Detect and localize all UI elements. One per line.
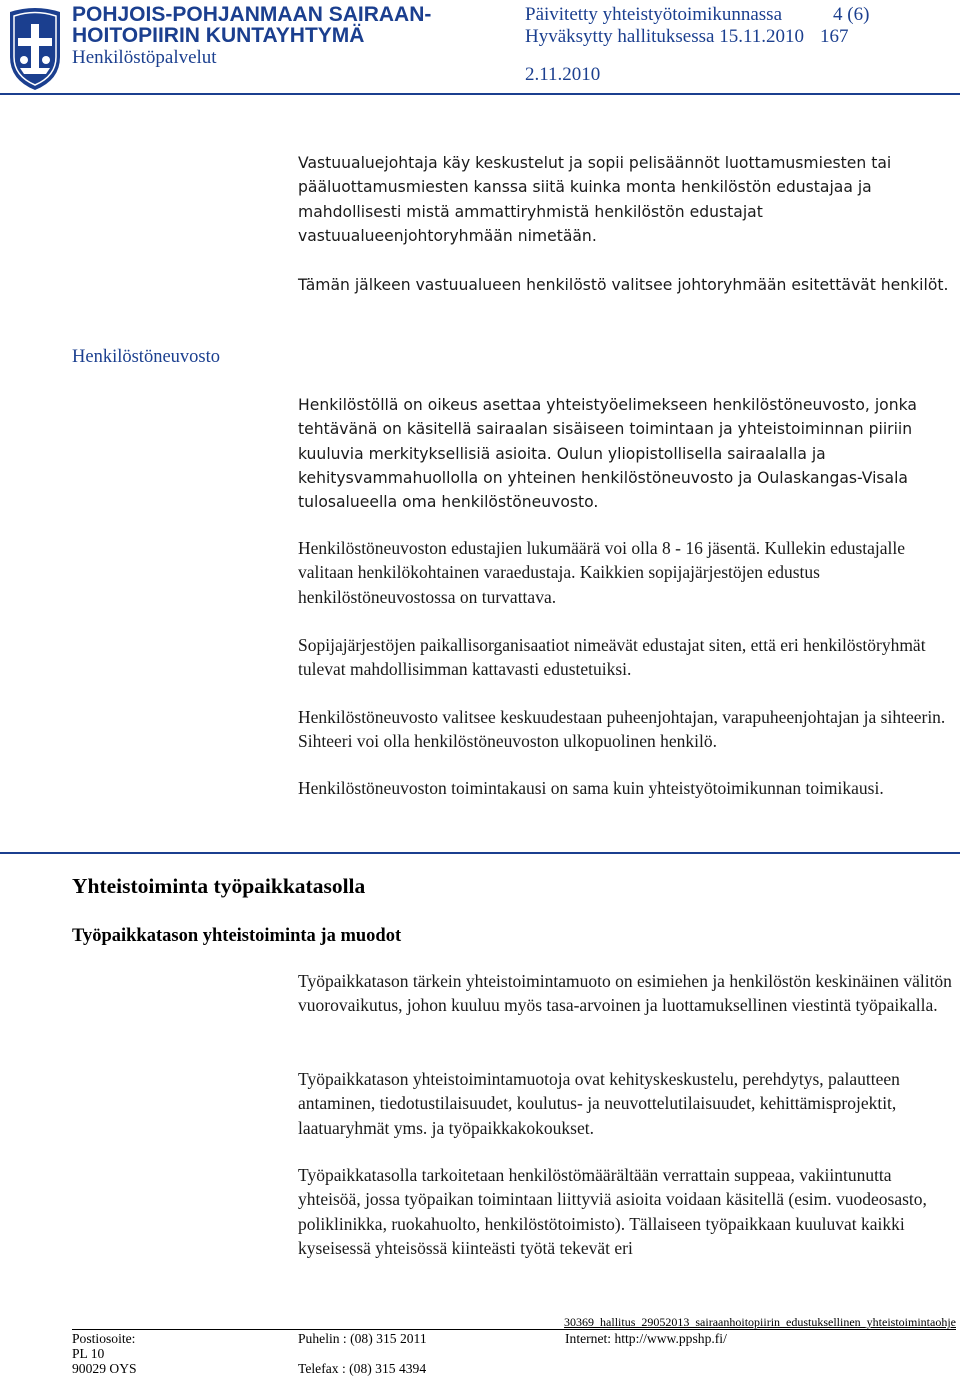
section-divider <box>0 852 960 854</box>
page-number: 4 (6) <box>833 4 870 25</box>
paragraph-5: Sopijajärjestöjen paikallisorganisaatiot nimeävät edustajat siten, että eri henkilöstöryhmät tulevat mahdollisimman kattavasti edustetuiksi. <box>298 635 926 680</box>
footer-filename: 30369_hallitus_29052013_sairaanhoitopiirin_edustuksellinen_yhteistoimintaohje <box>564 1315 956 1329</box>
footer-divider <box>72 1329 956 1330</box>
paragraph-3: Henkilöstöllä on oikeus asettaa yhteistyöelimekseen henkilöstöneuvosto, jonka tehtävänä on käsitellä sairaalan sisäiseen toimintaan ja yhteistoiminnan piiriin kuuluvia merkityksellisiä asioita. Oulun yliopistollisella sairaalalla ja kehitysvammahuollolla on yhteinen henkilöstöneuvosto ja Oulaskangas-Visala tulosalueella oma henkilöstöneuvosto. <box>298 396 917 512</box>
updated-line: Päivitetty yhteistyötoimikunnassa <box>525 4 783 25</box>
footer-postcode: 90029 OYS <box>72 1361 137 1376</box>
footer-postal-label: Postiosoite: <box>72 1331 136 1346</box>
paragraph-2: Tämän jälkeen vastuualueen henkilöstö valitsee johtoryhmään esitettävät henkilöt. <box>298 276 949 294</box>
section-heading-henkilostoneuvosto: Henkilöstöneuvosto <box>72 347 220 367</box>
paragraph-8: Työpaikkatason tärkein yhteistoimintamuoto on esimiehen ja henkilöstön keskinäinen välitön vuorovaikutus, johon kuuluu myös tasa-arvoinen ja luottamuksellinen viestintä työpaikalla. <box>298 971 952 1016</box>
org-name-line1: POHJOIS-POHJANMAAN SAIRAAN- <box>72 3 432 26</box>
paragraph-4: Henkilöstöneuvoston edustajien lukumäärä voi olla 8 - 16 jäsentä. Kullekin edustajalle valitaan henkilökohtainen varaedustaja. Kaikkien sopijajärjestöjen edustus henkilöstöneuvostossa on turvattava. <box>298 538 906 607</box>
subheading-tyopaikkatason-yhteistoiminta: Työpaikkatason yhteistoiminta ja muodot <box>72 926 402 946</box>
paragraph-7: Henkilöstöneuvoston toimintakausi on sama kuin yhteistyötoimikunnan toimikausi. <box>298 778 884 798</box>
header-divider <box>0 93 960 95</box>
document-date: 2.11.2010 <box>525 64 601 85</box>
footer-po-box: PL 10 <box>72 1346 105 1361</box>
department-name: Henkilöstöpalvelut <box>72 47 217 68</box>
heading-yhteistoiminta-tyopaikkatasolla: Yhteistoiminta työpaikkatasolla <box>72 874 366 898</box>
footer-internet-link[interactable]: Internet: http://www.ppshp.fi/ <box>565 1331 727 1346</box>
paragraph-1: Vastuualuejohtaja käy keskustelut ja sopii pelisäännöt luottamusmiesten tai pääluottamusmiesten kanssa siitä kuinka monta henkilöstön edustajaa ja mahdollisesti mistä ammattiryhmistä henkilöstön edustajat vastuualueenjohtoryhmään nimetään. <box>298 154 892 245</box>
paragraph-10: Työpaikkatasolla tarkoitetaan henkilöstömäärältään verrattain suppeaa, vakiintunutta yhteisöä, jossa työpaikan toimintaan liittyviä asioita voidaan käsitellä (esim. vuodeosasto, poliklinikka, ruokahuolto, henkilöstötoimisto). Tällaiseen työpaikkaan kuuluvat kaikki kyseisessä yhteisössä kiinteästi työtä tekevät eri <box>298 1165 927 1258</box>
document-number: 167 <box>820 26 849 47</box>
footer-phone: Puhelin : (08) 315 2011 <box>298 1331 427 1346</box>
org-name-line2: HOITOPIIRIN KUNTAYHTYMÄ <box>72 24 365 47</box>
paragraph-6: Henkilöstöneuvosto valitsee keskuudestaan puheenjohtajan, varapuheenjohtajan ja sihteerin. Sihteeri voi olla henkilöstöneuvoston ulkopuolinen henkilö. <box>298 707 946 752</box>
paragraph-9: Työpaikkatason yhteistoimintamuotoja ovat kehityskeskustelu, perehdytys, palautteen antaminen, tiedotustilaisuudet, koulutus- ja neuvottelutilaisuudet, kehittämisprojektit, laatuaryhmät yms. ja työpaikkakokoukset. <box>298 1069 900 1138</box>
district-crest-logo-icon <box>4 2 66 92</box>
footer-fax: Telefax : (08) 315 4394 <box>298 1361 427 1376</box>
approved-line: Hyväksytty hallituksessa 15.11.2010 <box>525 26 804 47</box>
